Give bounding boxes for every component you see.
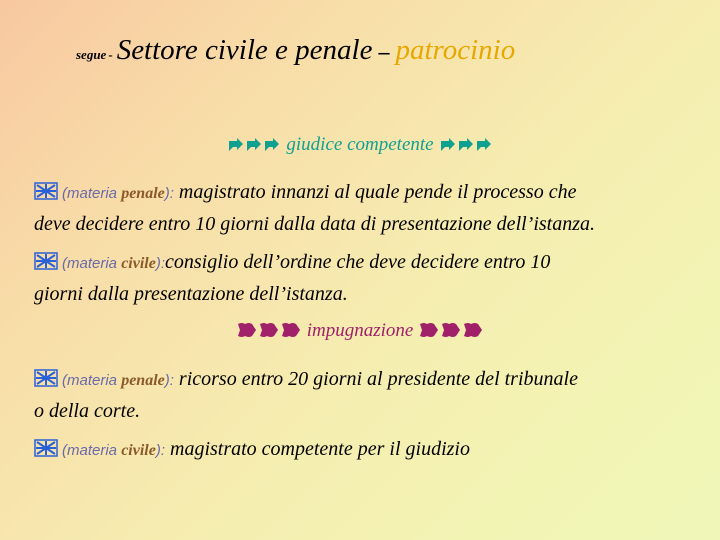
materia-keyword: penale: [121, 185, 165, 202]
materia-close: ):: [164, 185, 174, 202]
paragraph-line-1: ricorso entro 20 giorni al presidente del tribunale: [173, 368, 578, 390]
paragraph-line-1: magistrato innanzi al quale pende il processo che: [173, 181, 577, 203]
materia-keyword: penale: [121, 372, 165, 389]
paragraph-penale-giudice: [34, 177, 714, 239]
arrow-glyphs-left: [228, 138, 280, 152]
materia-close: ):: [155, 442, 165, 459]
heading-2-text: impugnazione: [306, 320, 414, 341]
arrow-icon: [440, 138, 456, 152]
title-dash: –: [378, 39, 390, 64]
arrow-icon: [264, 138, 280, 152]
asterism-bullet-icon: [34, 369, 58, 387]
heading-impugnazione: [0, 320, 720, 342]
paragraph-line-2: deve decidere entro 10 giorni dalla data di presentazione dell’istanza.: [34, 213, 596, 235]
segue-dash: -: [108, 47, 113, 62]
paragraph-penale-ricorso: [34, 364, 714, 426]
title-main: Settore civile e penale: [116, 34, 373, 66]
heading-1-text: giudice competente: [286, 134, 434, 155]
arrow-glyphs-right: [419, 322, 483, 338]
asterism-bullet-icon: [34, 182, 58, 200]
segue-label: segue: [76, 47, 107, 62]
paragraph-line-2: o della corte.: [34, 400, 141, 422]
arrow-icon: [228, 138, 244, 152]
asterism-bullet-icon: [34, 252, 58, 270]
block-arrow-icon: [419, 322, 439, 338]
asterism-bullet-icon: [34, 439, 58, 457]
title-accent: patrocinio: [395, 34, 516, 66]
block-arrow-icon: [463, 322, 483, 338]
block-arrow-icon: [441, 322, 461, 338]
paragraph-line-1: consiglio dell’ordine che deve decidere entro 10: [165, 251, 551, 273]
arrow-icon: [246, 138, 262, 152]
paragraph-civile-consiglio: [34, 247, 714, 309]
materia-close: ):: [155, 255, 165, 272]
materia-open: (materia: [62, 255, 122, 272]
materia-keyword: civile: [121, 442, 156, 459]
heading-giudice-competente: [0, 134, 720, 156]
materia-open: (materia: [62, 372, 122, 389]
arrow-glyphs-right: [440, 138, 492, 152]
paragraph-line-2: giorni dalla presentazione dell’istanza.: [34, 283, 348, 305]
paragraph-line-1: magistrato competente per il giudizio: [165, 438, 470, 460]
materia-keyword: civile: [121, 255, 156, 272]
materia-open: (materia: [62, 185, 122, 202]
arrow-glyphs-left: [237, 322, 301, 338]
block-arrow-icon: [281, 322, 301, 338]
arrow-icon: [476, 138, 492, 152]
block-arrow-icon: [259, 322, 279, 338]
block-arrow-icon: [237, 322, 257, 338]
materia-open: (materia: [62, 442, 122, 459]
slide-title: [76, 34, 515, 67]
paragraph-civile-magistrato: [34, 434, 714, 466]
arrow-icon: [458, 138, 474, 152]
materia-close: ):: [164, 372, 174, 389]
